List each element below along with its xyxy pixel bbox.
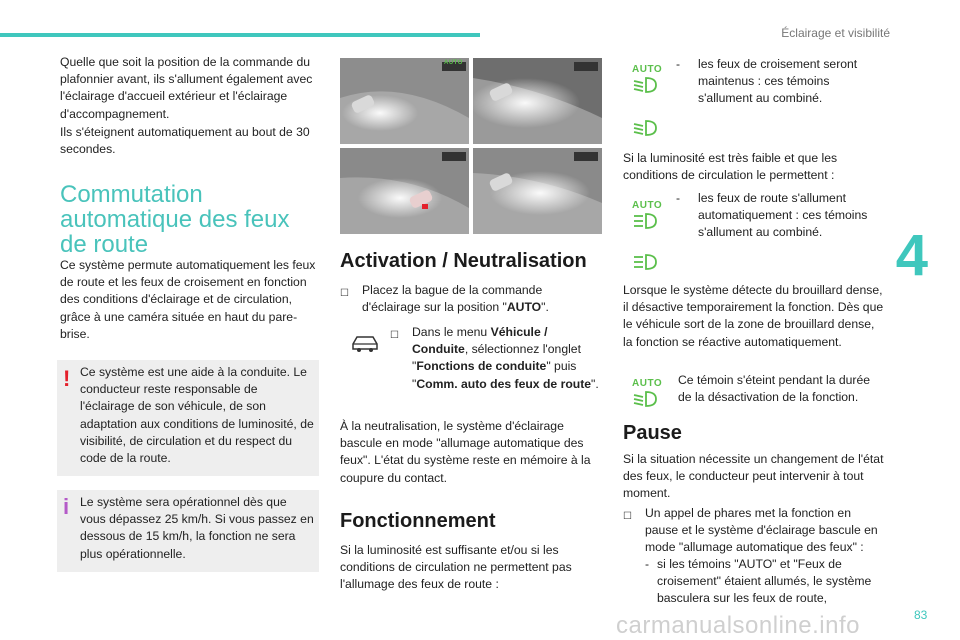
step-auto-ring: ☐ Placez la bague de la commande d'éclairage sur la position "AUTO". bbox=[340, 283, 549, 315]
info-icon: i bbox=[63, 494, 70, 519]
high-beam-icon bbox=[632, 211, 660, 231]
auto-icon: AUTO bbox=[632, 200, 663, 211]
pause-flash-item: ☐ Un appel de phares met la fonction en pause et le système d'éclairage bascule en mode "allumage automatique des feux" : bbox=[623, 506, 878, 555]
indicator-off-text: Ce témoin s'éteint pendant la durée de la désactivation de la fonction. bbox=[678, 373, 871, 405]
info-text: Le système sera opérationnel dès que vous dépassez 25 km/h. Si vous passez en dessous de 15 km/h, la fonction ne sera plus opérationnelle. bbox=[80, 495, 314, 561]
warning-icon: ! bbox=[63, 366, 71, 391]
step-menu: ☐ Dans le menu Véhicule / Conduite, sélectionnez l'onglet "Fonctions de conduite" puis "Comm. auto des feux de route". bbox=[390, 325, 599, 391]
auto-lowbeam-indicator bbox=[632, 64, 662, 100]
neutralisation-paragraph: À la neutralisation, le système d'éclairage bascule en mode "allumage automatique des feux". L'état du système reste en mémoire à la coupure du contact. bbox=[340, 419, 591, 485]
checkbox-icon: ☐ bbox=[390, 330, 399, 341]
low-beam-icon bbox=[632, 118, 660, 138]
auto-badge: AUTO bbox=[444, 60, 463, 66]
item-highbeam-on: - les feux de route s'allument automatiquement : ces témoins s'allument au combiné. bbox=[676, 191, 868, 240]
low-light-paragraph: Si la luminosité est très faible et que les conditions de circulation le permettent : bbox=[623, 151, 838, 183]
intro-paragraph-2: Ils s'éteignent automatiquement au bout de 30 secondes. bbox=[60, 125, 310, 157]
heading-fonctionnement: Fonctionnement bbox=[340, 510, 496, 532]
pause-sub-item: - si les témoins "AUTO" et "Feux de croisement" étaient allumés, le système basculera sur les feux de route, bbox=[645, 557, 872, 606]
auto-off-indicator bbox=[632, 378, 662, 414]
warning-text: Ce système est une aide à la conduite. Le conducteur reste responsable de l'éclairage de son véhicule, de son adaptation aux conditions de luminosité, de visibilité, de circulation et du respect du code de la route. bbox=[80, 365, 314, 466]
illustration-high-beam-1 bbox=[470, 58, 602, 144]
checkbox-icon: ☐ bbox=[623, 511, 632, 522]
system-description: Ce système permute automatiquement les feux de route et les feux de croisement en fonction des conditions d'éclairage et de circulation, grâce à une caméra située en haut du pare-brise. bbox=[60, 258, 316, 341]
checkbox-icon: ☐ bbox=[340, 288, 349, 299]
heading-pause: Pause bbox=[623, 422, 682, 444]
high-beam-icon bbox=[632, 252, 660, 272]
header-accent-bar bbox=[0, 33, 480, 37]
low-beam-icon bbox=[632, 75, 660, 95]
heading-activation: Activation / Neutralisation bbox=[340, 250, 587, 272]
item-lowbeam-maintained: - les feux de croisement seront maintenus : ces témoins s'allument au combiné. bbox=[676, 57, 858, 106]
heading-commutation: Commutation automatique des feux de route bbox=[60, 181, 290, 258]
auto-icon: AUTO bbox=[632, 378, 663, 389]
car-icon bbox=[350, 332, 380, 354]
headlight-illustrations bbox=[340, 58, 602, 234]
page-number: 83 bbox=[914, 608, 928, 622]
fog-paragraph: Lorsque le système détecte du brouillard dense, il désactive temporairement la fonction. Dès que le véhicule sort de la zone de brouillard dense, la fonction se réactive automatiquement. bbox=[623, 283, 884, 349]
pause-paragraph: Si la situation nécessite un changement de l'état des feux, le conducteur peut intervenir à tout moment. bbox=[623, 452, 884, 501]
auto-highbeam-indicator bbox=[632, 200, 662, 236]
watermark: carmanualsonline.info bbox=[616, 612, 860, 639]
auto-icon: AUTO bbox=[632, 64, 663, 75]
illustration-low-beam-1 bbox=[340, 58, 469, 144]
section-title: Éclairage et visibilité bbox=[781, 26, 890, 40]
chapter-number: 4 bbox=[895, 223, 928, 288]
low-beam-icon bbox=[632, 389, 660, 409]
intro-paragraph-1: Quelle que soit la position de la commande du plafonnier avant, ils s'allument également avec l'éclairage d'accueil extérieur et l'éclairage d'accompagnement. bbox=[60, 55, 313, 121]
warning-note bbox=[57, 360, 319, 476]
illustration-high-beam-2 bbox=[473, 148, 602, 234]
fonctionnement-paragraph: Si la luminosité est suffisante et/ou si les conditions de circulation ne permettent pas l'allumage des feux de route : bbox=[340, 543, 572, 592]
info-note bbox=[57, 490, 319, 572]
illustration-grid bbox=[340, 58, 602, 234]
illustration-low-beam-2 bbox=[340, 148, 469, 234]
